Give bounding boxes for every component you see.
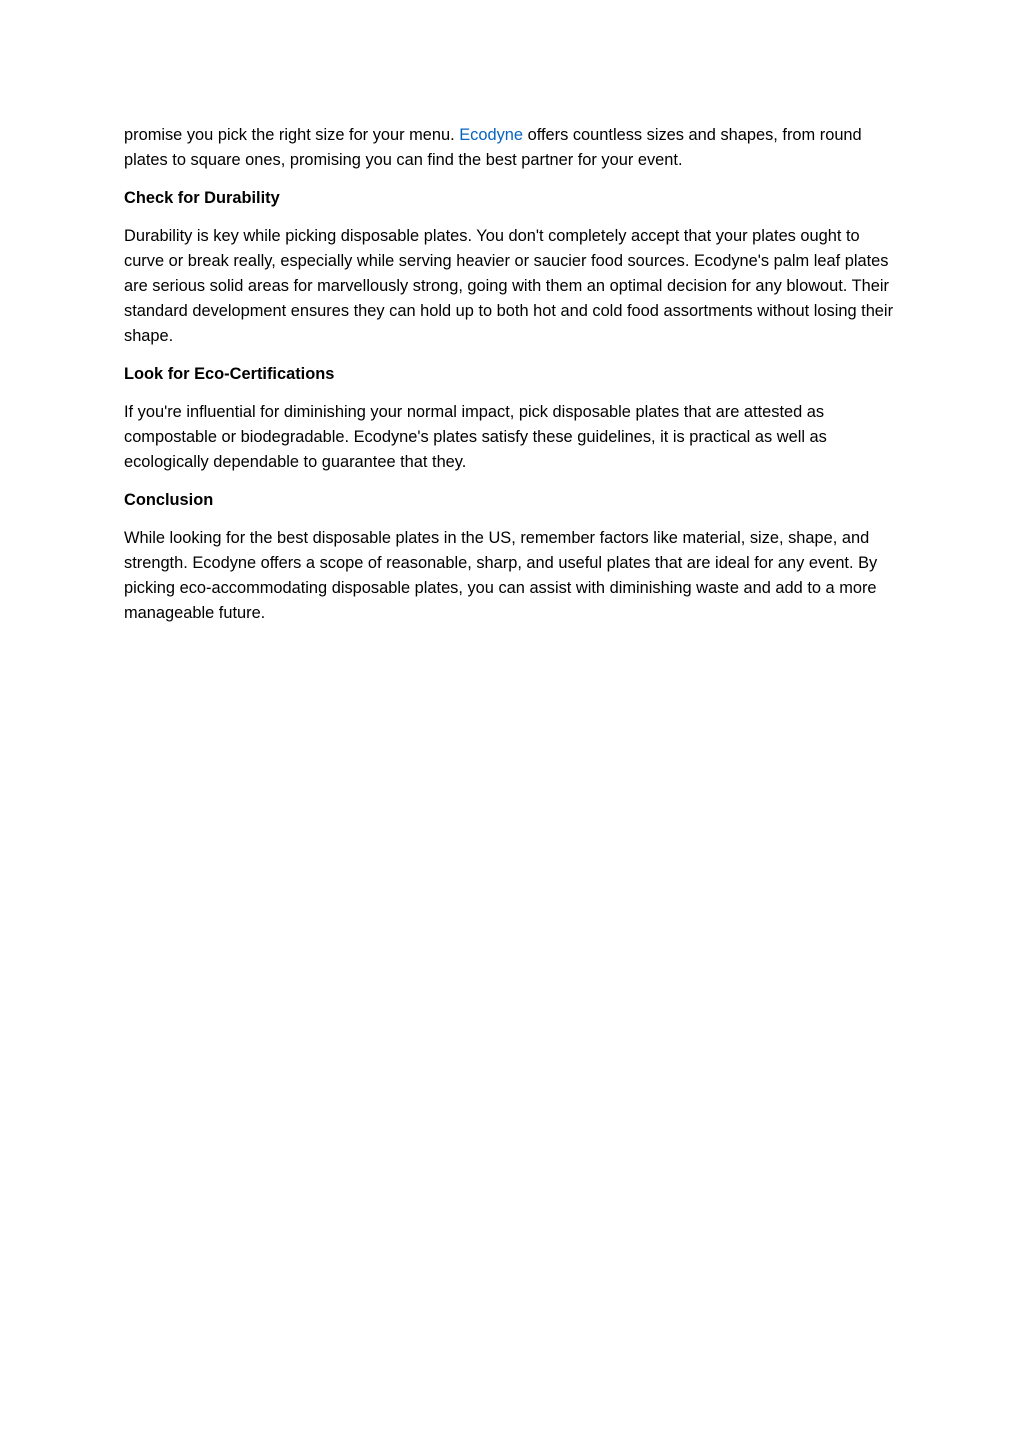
ecodyne-link[interactable]: Ecodyne bbox=[459, 126, 524, 144]
document-body bbox=[124, 123, 904, 639]
section-body-conclusion: While looking for the best disposable plates in the US, remember factors like material, size, shape, and strength. Ecodyne offers a scope of reasonable, sharp, and useful plates that are ideal for any event. By picking eco-accommodating disposable plates, you can assist with diminishing waste and add to a more manageable future. bbox=[124, 529, 878, 622]
section-heading-eco-certifications: Look for Eco-Certifications bbox=[124, 365, 335, 383]
section-body-eco-certifications: If you're influential for diminishing your normal impact, pick disposable plates that are attested as compostable or biodegradable. Ecodyne's plates satisfy these guidelines, it is practical as well as ecologically dependable to guarantee that they. bbox=[124, 403, 827, 471]
section-heading-conclusion: Conclusion bbox=[124, 491, 214, 509]
intro-text-after-link: offers countless sizes and shapes, from round plates to square ones, promising you can find the best partner for your event. bbox=[124, 126, 862, 169]
intro-text-before-link: promise you pick the right size for your menu. bbox=[124, 126, 460, 144]
intro-paragraph bbox=[124, 123, 904, 173]
section-body-durability: Durability is key while picking disposable plates. You don't completely accept that your plates ought to curve or break really, especially while serving heavier or saucier food sources. Ecodyne's palm leaf plates are serious solid areas for marvellously strong, going with them an optimal decision for any blowout. Their standard development ensures they can hold up to both hot and cold food assortments without losing their shape. bbox=[124, 227, 894, 345]
section-heading-durability: Check for Durability bbox=[124, 189, 280, 207]
